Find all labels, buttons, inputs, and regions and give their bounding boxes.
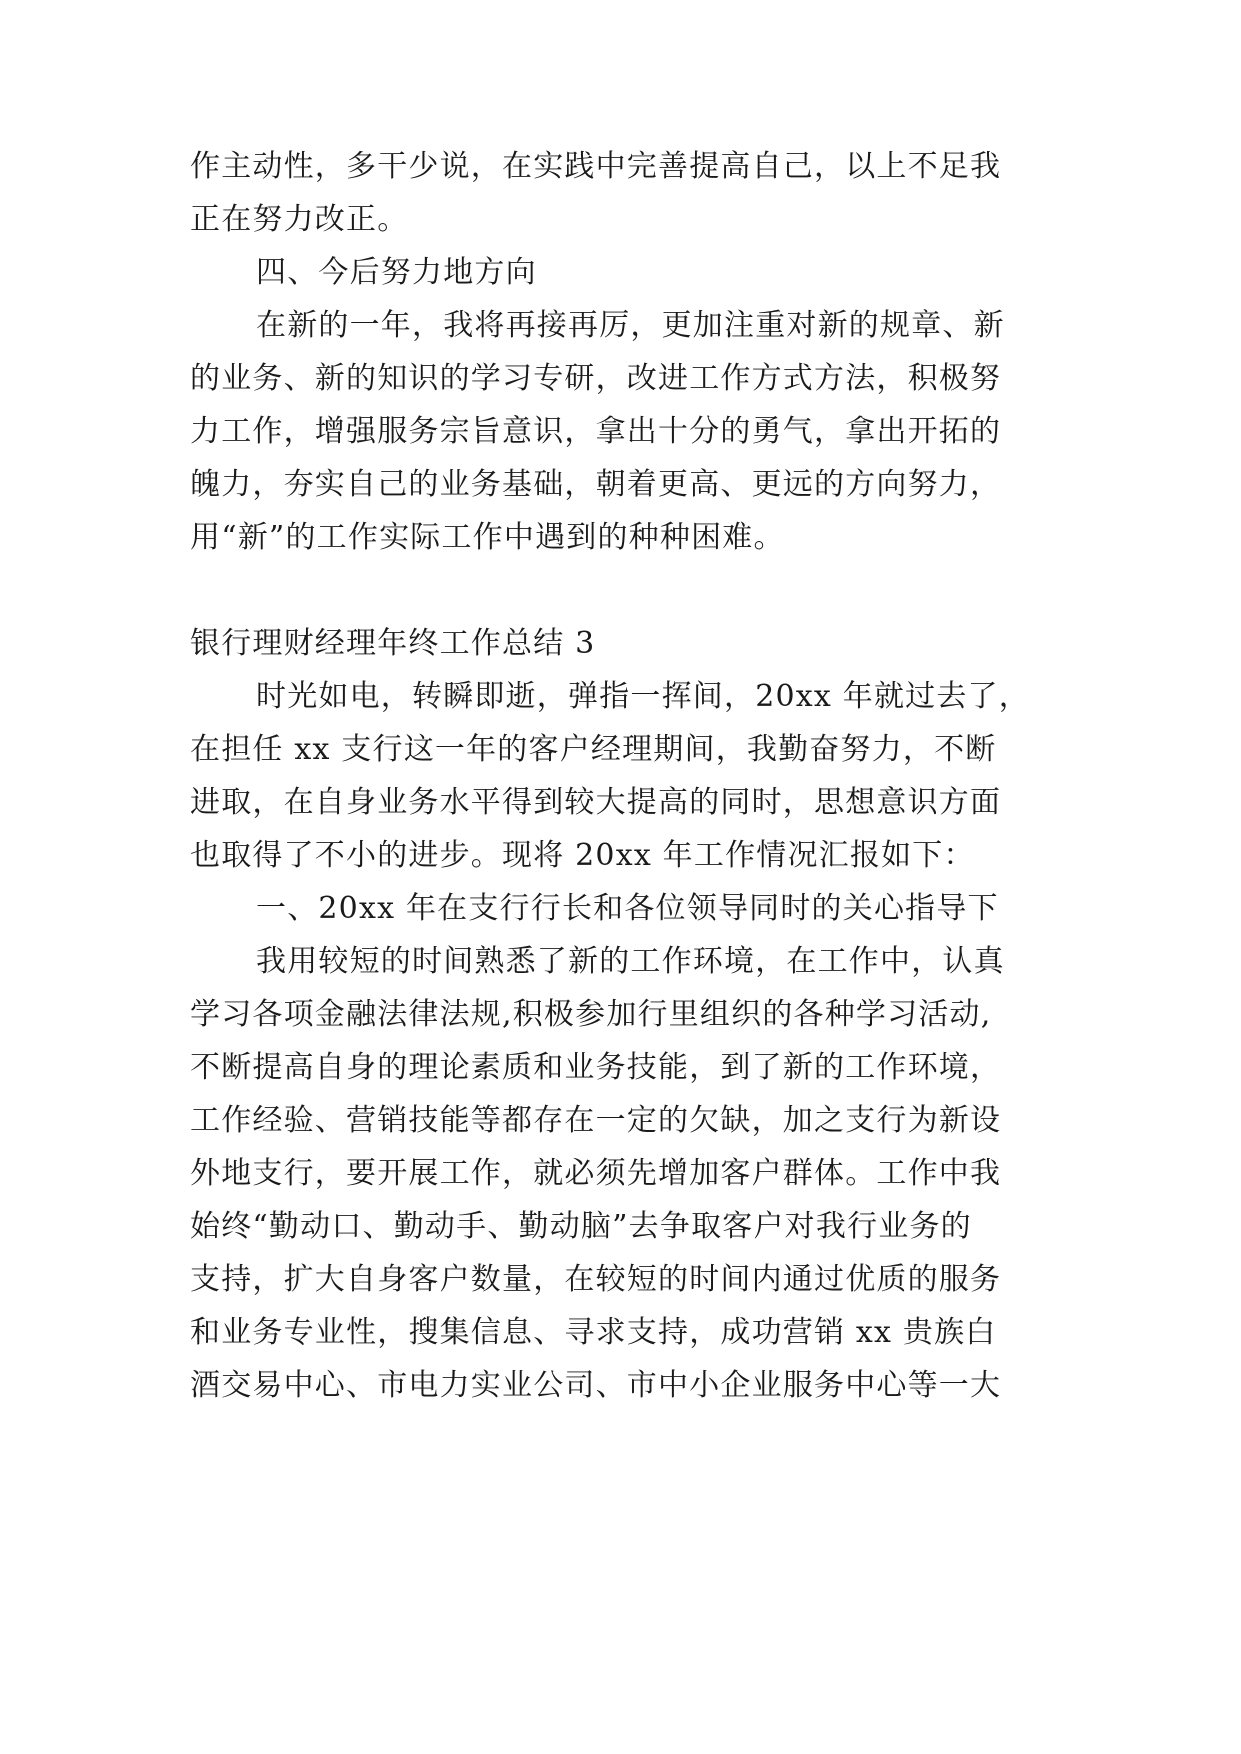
body-line: 不断提高自身的理论素质和业务技能，到了新的工作环境， — [190, 1050, 1002, 1085]
body-line: 力工作，增强服务宗旨意识，拿出十分的勇气，拿出开拓的 — [190, 414, 1002, 449]
body-line: 工作经验、营销技能等都存在一定的欠缺，加之支行为新设 — [190, 1103, 1002, 1138]
body-line: 我用较短的时间熟悉了新的工作环境，在工作中，认真 — [256, 944, 1005, 979]
body-line: 作主动性，多干少说，在实践中完善提高自己，以上不足我 — [190, 149, 1002, 184]
section-heading: 一、20xx 年在支行行长和各位领导同时的关心指导下 — [256, 891, 999, 926]
body-line: 也取得了不小的进步。现将 20xx 年工作情况汇报如下： — [190, 838, 975, 873]
body-line: 在新的一年，我将再接再厉，更加注重对新的规章、新 — [256, 308, 1005, 343]
body-line: 支持，扩大自身客户数量，在较短的时间内通过优质的服务 — [190, 1262, 1002, 1297]
body-line: 酒交易中心、市电力实业公司、市中小企业服务中心等一大 — [190, 1368, 1002, 1403]
body-line: 始终“勤动口、勤动手、勤动脑”去争取客户对我行业务的 — [190, 1209, 972, 1244]
body-line: 在担任 xx 支行这一年的客户经理期间，我勤奋努力，不断 — [190, 732, 997, 767]
body-line: 进取，在自身业务水平得到较大提高的同时，思想意识方面 — [190, 785, 1002, 820]
body-line: 的业务、新的知识的学习专研，改进工作方式方法，积极努 — [190, 361, 1002, 396]
body-line: 外地支行，要开展工作，就必须先增加客户群体。工作中我 — [190, 1156, 1002, 1191]
body-line: 和业务专业性，搜集信息、寻求支持，成功营销 xx 贵族白 — [190, 1315, 997, 1350]
body-line: 时光如电，转瞬即逝，弹指一挥间，20xx 年就过去了， — [256, 679, 1030, 714]
body-line: 用“新”的工作实际工作中遇到的种种困难。 — [190, 520, 785, 555]
body-line: 正在努力改正。 — [190, 202, 409, 237]
document-title: 银行理财经理年终工作总结 3 — [190, 626, 596, 661]
section-heading: 四、今后努力地方向 — [256, 255, 537, 290]
body-line: 魄力，夯实自己的业务基础，朝着更高、更远的方向努力， — [190, 467, 1002, 502]
body-line: 学习各项金融法律法规,积极参加行里组织的各种学习活动, — [190, 997, 992, 1032]
